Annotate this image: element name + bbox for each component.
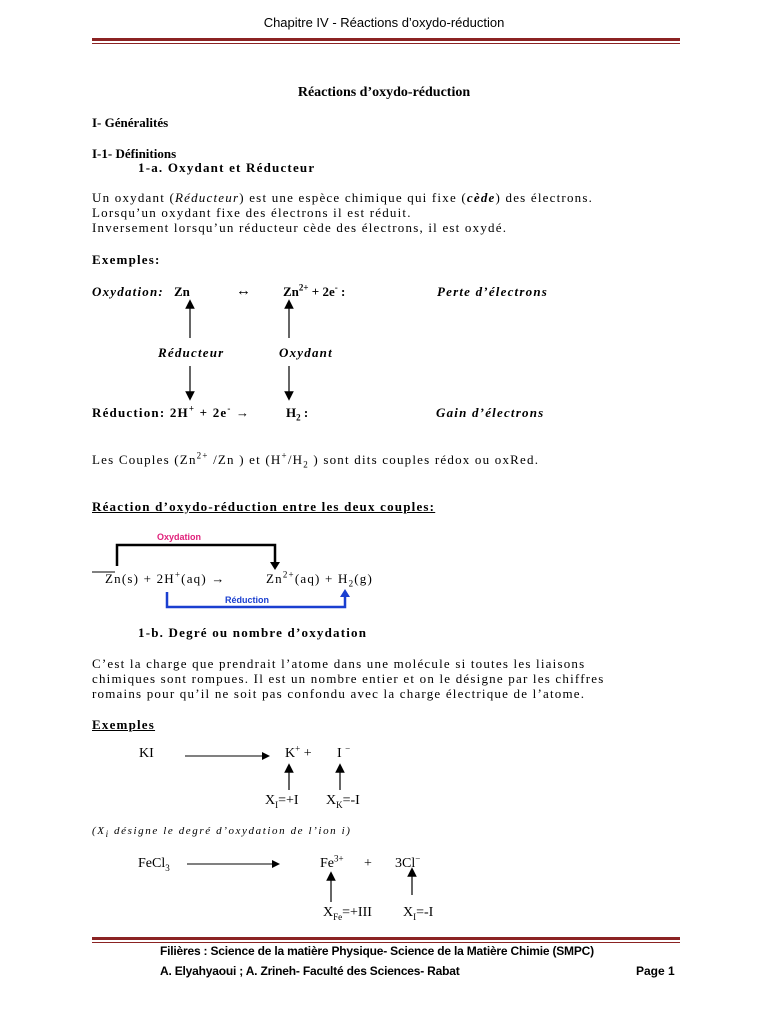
ki-formula: KI <box>139 746 154 761</box>
reduction-arrowhead <box>340 589 350 597</box>
zn-left: Zn <box>174 284 190 299</box>
sub: 3 <box>165 862 170 873</box>
text: X <box>97 825 106 837</box>
text: (aq) + H <box>294 571 349 586</box>
i-ion <box>337 743 351 762</box>
text: : <box>303 405 309 420</box>
sub: 2 <box>296 412 301 423</box>
text: X <box>403 905 414 920</box>
text: ( <box>92 825 98 837</box>
text: /H <box>287 452 304 467</box>
plus-sign: + <box>364 856 372 871</box>
document-title: Réactions d’oxydo-réduction <box>297 85 471 100</box>
footer-rule-thin <box>92 942 680 943</box>
sub: Fe <box>333 911 343 922</box>
text: 3Cl <box>395 856 416 871</box>
text-bold-italic: cède <box>466 190 496 205</box>
footer-line1: Filières : Science de la matière Physique- Science de la Matière Chimie (SMPC) <box>160 944 594 958</box>
paragraph-line: Lorsqu’un oxydant fixe des électrons il est réduit. <box>92 205 412 220</box>
sup: 2+ <box>196 450 209 461</box>
text: ) est une espèce chimique qui fixe ( <box>239 190 467 205</box>
redox-products <box>266 571 373 587</box>
oxidation-label: Oxydation: <box>92 284 164 299</box>
oxidation-bracket <box>117 545 275 566</box>
text: =+I <box>278 793 299 808</box>
text: Les Couples (Zn <box>92 452 197 467</box>
text: H <box>286 405 297 420</box>
text: (g) <box>354 571 374 586</box>
fe-ion <box>320 853 344 872</box>
section-heading-generalites: I- Généralités <box>92 115 169 130</box>
redox-equation <box>105 571 226 587</box>
k-ion <box>285 743 312 762</box>
sup: 2+ <box>298 282 309 293</box>
text: Zn <box>266 571 283 586</box>
text: (aq) → <box>181 571 226 586</box>
sub: 2 <box>303 459 309 470</box>
oxidation-tag: Oxydation <box>157 532 202 542</box>
text: ) sont dits couples rédox ou oxRed. <box>308 452 540 467</box>
double-arrow: ↔ <box>236 283 251 299</box>
text: X <box>326 793 337 808</box>
text: ) des électrons. <box>495 190 594 205</box>
sub: 2 <box>348 578 355 589</box>
text: Zn(s) + 2H <box>105 571 175 586</box>
sup: - <box>334 282 338 293</box>
sup: − <box>345 743 351 754</box>
text: =-I <box>416 905 434 920</box>
sup: + <box>188 403 196 414</box>
x-i-value <box>265 793 299 809</box>
text: X <box>265 793 276 808</box>
section-heading-definitions: I-1- Définitions <box>92 146 177 161</box>
sup: + <box>281 450 288 461</box>
text: désigne le degré d’oxydation de l’ion i) <box>109 825 352 837</box>
text: /Zn ) et (H <box>208 452 282 467</box>
text: Zn <box>283 284 299 299</box>
text: Un oxydant ( <box>92 190 175 205</box>
text: I <box>337 746 342 761</box>
sup: + <box>174 569 182 580</box>
text-italic: Réducteur <box>175 190 240 205</box>
fecl3-formula <box>138 856 170 872</box>
paragraph-line: chimiques sont rompues. Il est un nombre entier et on le désigne par les chiffres <box>92 671 605 686</box>
footer-rule <box>92 937 680 940</box>
paragraph-line: C’est la charge que prendrait l’atome dans une molécule si toutes les liaisons <box>92 656 586 671</box>
x-fe-value <box>323 905 372 921</box>
reducer-label: Réducteur <box>158 345 225 360</box>
sub: i <box>105 829 110 840</box>
reduction-result: Gain d’électrons <box>436 405 545 420</box>
text: + 2e <box>311 284 335 299</box>
sup: + <box>295 743 301 754</box>
subsection-heading-1a: 1-a. Oxydant et Réducteur <box>138 160 316 175</box>
oxidation-result: Perte d’électrons <box>437 284 549 299</box>
paragraph-line: romains pour qu’il ne soit pas confondu avec la charge électrique de l’atome. <box>92 686 586 701</box>
text: FeCl <box>138 856 166 871</box>
arrow: → <box>236 405 251 420</box>
text: Fe <box>320 856 334 871</box>
reduction-tag: Réduction <box>225 595 269 605</box>
text: + <box>303 746 312 761</box>
text: X <box>323 905 334 920</box>
footer-line2: A. Elyahyaoui ; A. Zrineh- Faculté des Sciences- Rabat <box>160 964 460 978</box>
oxidation-degree-note <box>92 825 352 840</box>
sub: K <box>336 799 343 810</box>
text: =-I <box>342 793 360 808</box>
text: K <box>285 746 296 761</box>
cl-ion <box>395 853 421 872</box>
examples2-label: Exemples <box>92 717 156 732</box>
sup: 2+ <box>282 569 295 580</box>
oxidant-label: Oxydant <box>279 345 333 360</box>
sup: 3+ <box>334 853 344 864</box>
examples-label: Exemples: <box>92 252 161 267</box>
text: =+III <box>342 905 372 920</box>
paragraph-line: Inversement lorsqu’un réducteur cède des électrons, il est oxydé. <box>92 220 508 235</box>
page-number: Page 1 <box>636 964 675 978</box>
oxidation-arrowhead <box>270 562 280 570</box>
x-cl-value <box>403 905 433 921</box>
reaction-heading: Réaction d’oxydo-réduction entre les deux couples: <box>92 499 436 514</box>
sub: I <box>275 799 279 810</box>
text: : <box>340 284 346 299</box>
x-k-value <box>326 793 360 809</box>
text: + 2e <box>199 405 228 420</box>
header-title: Chapitre IV - Réactions d’oxydo-réduction <box>263 15 505 30</box>
subsection-heading-1b: 1-b. Degré ou nombre d’oxydation <box>138 625 368 640</box>
sub: I <box>413 911 417 922</box>
couples-sentence <box>92 452 539 468</box>
text: Réduction: 2H <box>92 405 189 420</box>
sup: - <box>227 403 232 414</box>
sup: − <box>415 853 421 864</box>
